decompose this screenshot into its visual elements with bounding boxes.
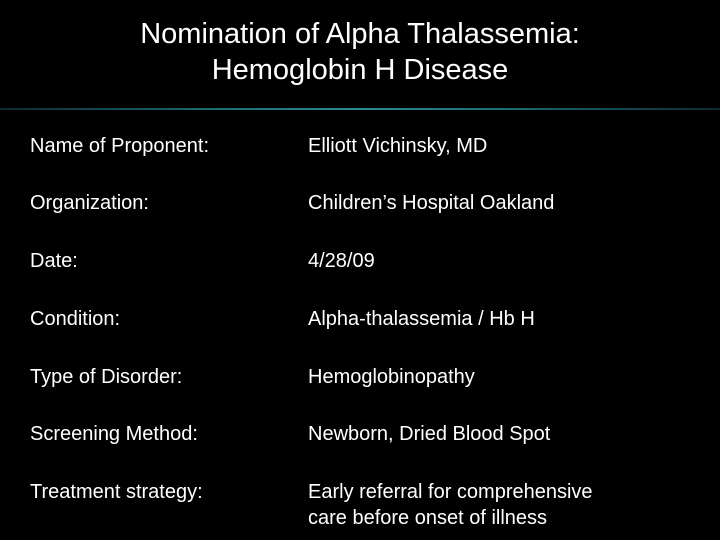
row-label: Date: <box>30 250 78 272</box>
row-value: Hemoglobinopathy <box>308 366 475 388</box>
row-value: Children’s Hospital Oakland <box>308 192 555 214</box>
slide-title-line-1: Nomination of Alpha Thalassemia: <box>140 18 580 50</box>
row-label: Screening Method: <box>30 423 198 445</box>
row-label: Organization: <box>30 192 149 214</box>
row-label: Condition: <box>30 308 121 330</box>
row-value <box>308 479 708 531</box>
row-value-line-1: Early referral for comprehensive <box>308 481 593 503</box>
row-label: Name of Proponent: <box>30 135 209 157</box>
row-label: Treatment strategy: <box>30 481 203 503</box>
row-label: Type of Disorder: <box>30 366 183 388</box>
row-value: Alpha-thalassemia / Hb H <box>308 308 535 330</box>
row-value: Elliott Vichinsky, MD <box>308 135 488 157</box>
slide-title-line-2: Hemoglobin H Disease <box>211 54 509 86</box>
row-value: 4/28/09 <box>308 250 375 272</box>
row-value: Newborn, Dried Blood Spot <box>308 423 551 445</box>
row-value-line-2: care before onset of illness <box>308 507 548 529</box>
